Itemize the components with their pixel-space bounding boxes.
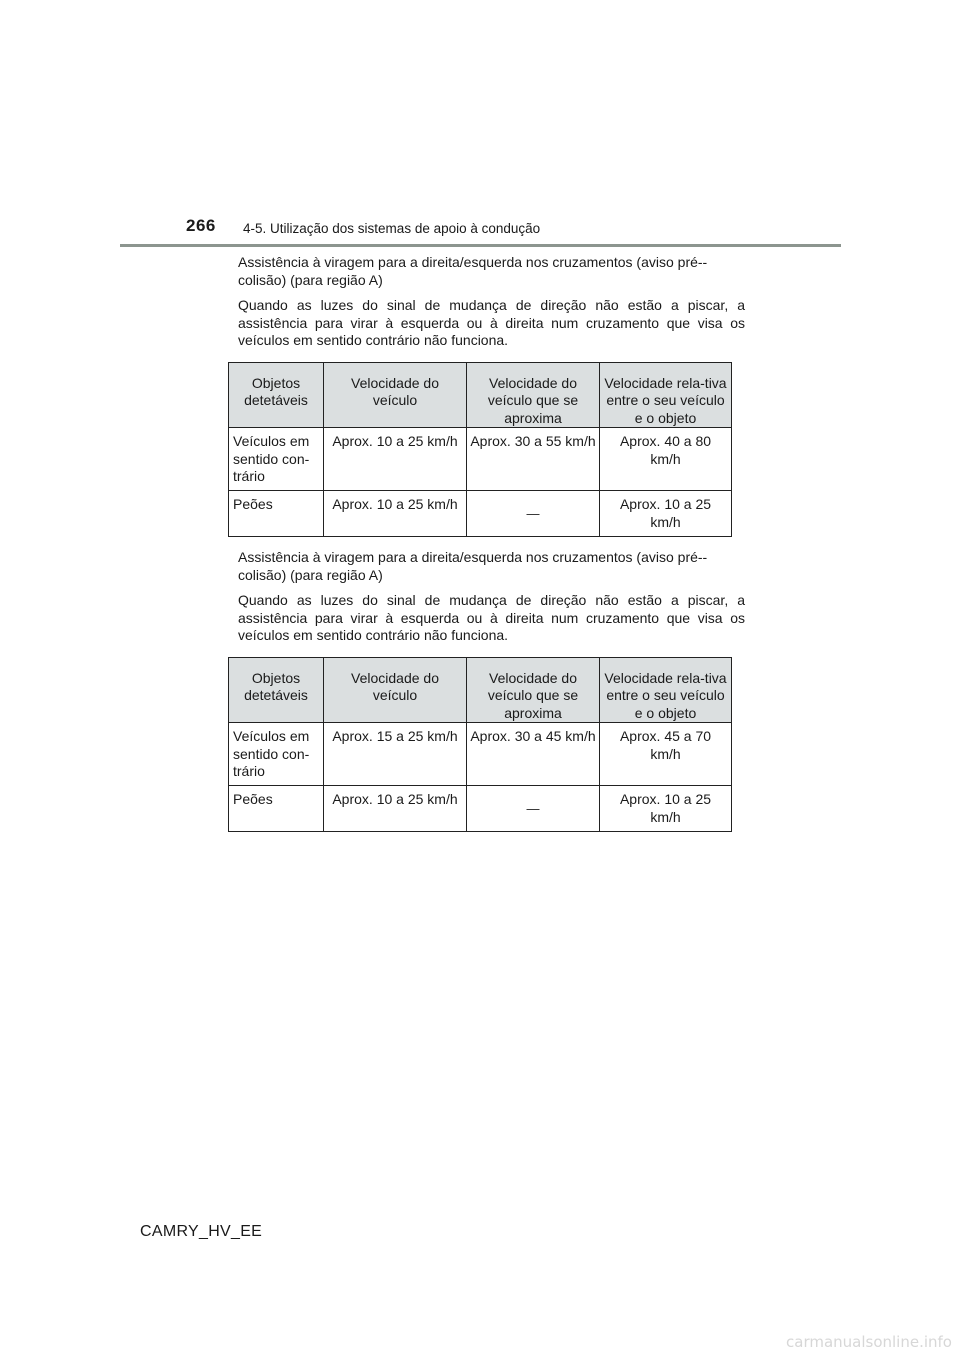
section-1-table (228, 362, 732, 538)
table-cell: Veículos em sentido con-trário (229, 723, 324, 786)
table-cell: Peões (229, 491, 324, 537)
header-cell: Velocidade do veículo (324, 657, 467, 723)
section-title: 4-5. Utilização dos sistemas de apoio à condução (243, 221, 541, 236)
header-cell: Velocidade rela-tiva entre o seu veículo e o objeto (600, 362, 732, 428)
table-cell: Aprox. 10 a 25 km/h (324, 786, 467, 832)
table-cell: Aprox. 45 a 70 km/h (600, 723, 732, 786)
header-cell: Velocidade do veículo (324, 362, 467, 428)
table-cell: — (467, 786, 600, 832)
section-2-title: Assistência à viragem para a direita/esquerda nos cruzamentos (aviso pré--colisão) (para região A) (238, 549, 708, 583)
table-cell: Aprox. 10 a 25 km/h (324, 491, 467, 537)
section-2-table (228, 657, 732, 833)
table-row (229, 491, 732, 537)
section-1-body: Quando as luzes do sinal de mudança de direção não estão a piscar, a assistência para virar à esquerda ou à direita num cruzamento que visa os veículos em sentido contrário não funciona. (238, 297, 745, 348)
table-header-row (229, 657, 732, 723)
table-cell: Veículos em sentido con-trário (229, 428, 324, 491)
table-row (229, 428, 732, 491)
header-rule (120, 244, 841, 247)
table-cell: Aprox. 15 a 25 km/h (324, 723, 467, 786)
table-cell: Aprox. 10 a 25 km/h (600, 491, 732, 537)
table-row (229, 723, 732, 786)
table-header-row (229, 362, 732, 428)
table-cell: Aprox. 10 a 25 km/h (324, 428, 467, 491)
page-number: 266 (186, 216, 216, 235)
header-cell: Velocidade do veículo que se aproxima (467, 362, 600, 428)
section-2-body: Quando as luzes do sinal de mudança de direção não estão a piscar, a assistência para virar à esquerda ou à direita num cruzamento que visa os veículos em sentido contrário não funciona. (238, 592, 745, 643)
content (233, 254, 745, 844)
table-cell: Aprox. 10 a 25 km/h (600, 786, 732, 832)
table-cell: Aprox. 40 a 80 km/h (600, 428, 732, 491)
section-1-title: Assistência à viragem para a direita/esquerda nos cruzamentos (aviso pré--colisão) (para região A) (238, 254, 708, 288)
header-cell: Velocidade rela-tiva entre o seu veículo e o objeto (600, 657, 732, 723)
watermark: carmanualsonline.info (786, 1333, 952, 1351)
footer-code: CAMRY_HV_EE (140, 1223, 263, 1240)
table-cell: Aprox. 30 a 55 km/h (467, 428, 600, 491)
table-cell: — (467, 491, 600, 537)
header-cell: Objetos detetáveis (229, 657, 324, 723)
table-row (229, 786, 732, 832)
table-cell: Aprox. 30 a 45 km/h (467, 723, 600, 786)
table-cell: Peões (229, 786, 324, 832)
header-cell: Objetos detetáveis (229, 362, 324, 428)
header-cell: Velocidade do veículo que se aproxima (467, 657, 600, 723)
